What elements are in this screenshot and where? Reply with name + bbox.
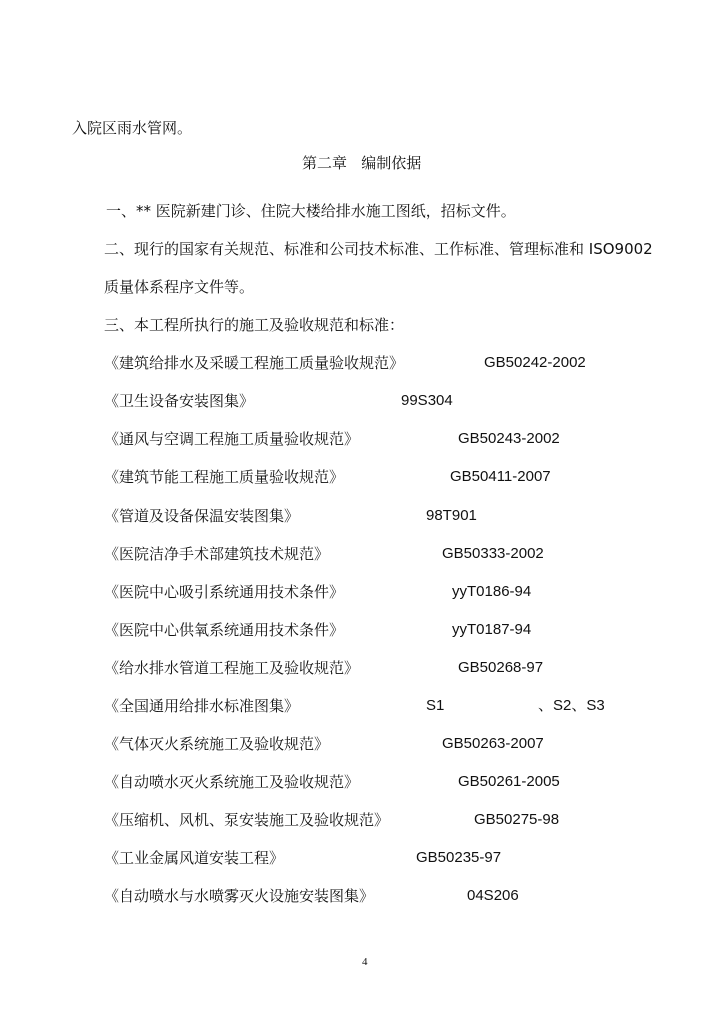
- standard-name: 《气体灭火系统施工及验收规范》: [104, 735, 330, 753]
- standard-name: 《医院洁净手术部建筑技术规范》: [104, 545, 330, 563]
- standard-code: GB50243-2002: [458, 430, 560, 447]
- standard-code: S1: [426, 697, 445, 714]
- standard-code: 04S206: [467, 887, 519, 904]
- standard-code: yyT0187-94: [452, 621, 532, 638]
- standard-name: 《工业金属风道安装工程》: [104, 849, 285, 867]
- standard-name: 《通风与空调工程施工质量验收规范》: [104, 430, 360, 448]
- page-number: 4: [362, 956, 368, 968]
- continuation-text: 入院区雨水管网。: [72, 119, 193, 137]
- chapter-title: 第二章 编制依据: [302, 154, 422, 172]
- paragraph-3: 三、本工程所执行的施工及验收规范和标准：: [104, 316, 405, 334]
- standard-code: 99S304: [401, 392, 453, 409]
- paragraph-1: 一、** 医院新建门诊、住院大楼给排水施工图纸，招标文件。: [106, 202, 516, 220]
- standard-name: 《建筑给排水及采暖工程施工质量验收规范》: [104, 354, 405, 372]
- standard-name: 《给水排水管道工程施工及验收规范》: [104, 659, 360, 677]
- standard-code: GB50242-2002: [484, 354, 586, 371]
- paragraph-2-line-1: 二、现行的国家有关规范、标准和公司技术标准、工作标准、管理标准和 ISO9002: [104, 240, 653, 258]
- standard-name: 《医院中心供氧系统通用技术条件》: [104, 621, 345, 639]
- standard-code-extra: 、S2、S3: [538, 697, 605, 714]
- standard-name: 《压缩机、风机、泵安装施工及验收规范》: [104, 811, 390, 829]
- standard-code: GB50261-2005: [458, 773, 560, 790]
- standard-code: 98T901: [426, 507, 477, 524]
- standard-name: 《建筑节能工程施工质量验收规范》: [104, 468, 345, 486]
- standard-code: GB50235-97: [416, 849, 502, 866]
- standard-name: 《自动喷水与水喷雾灭火设施安装图集》: [104, 887, 375, 905]
- standard-name: 《卫生设备安装图集》: [104, 392, 255, 410]
- standard-name: 《全国通用给排水标准图集》: [104, 697, 300, 715]
- standard-code: yyT0186-94: [452, 583, 532, 600]
- paragraph-2-line-2: 质量体系程序文件等。: [104, 278, 255, 296]
- standard-name: 《自动喷水灭火系统施工及验收规范》: [104, 773, 360, 791]
- standard-code: GB50333-2002: [442, 545, 544, 562]
- standard-code: GB50411-2007: [450, 468, 551, 485]
- standard-code: GB50268-97: [458, 659, 544, 676]
- standard-code: GB50275-98: [474, 811, 560, 828]
- standard-name: 《医院中心吸引系统通用技术条件》: [104, 583, 345, 601]
- standard-name: 《管道及设备保温安装图集》: [104, 507, 300, 525]
- standard-code: GB50263-2007: [442, 735, 544, 752]
